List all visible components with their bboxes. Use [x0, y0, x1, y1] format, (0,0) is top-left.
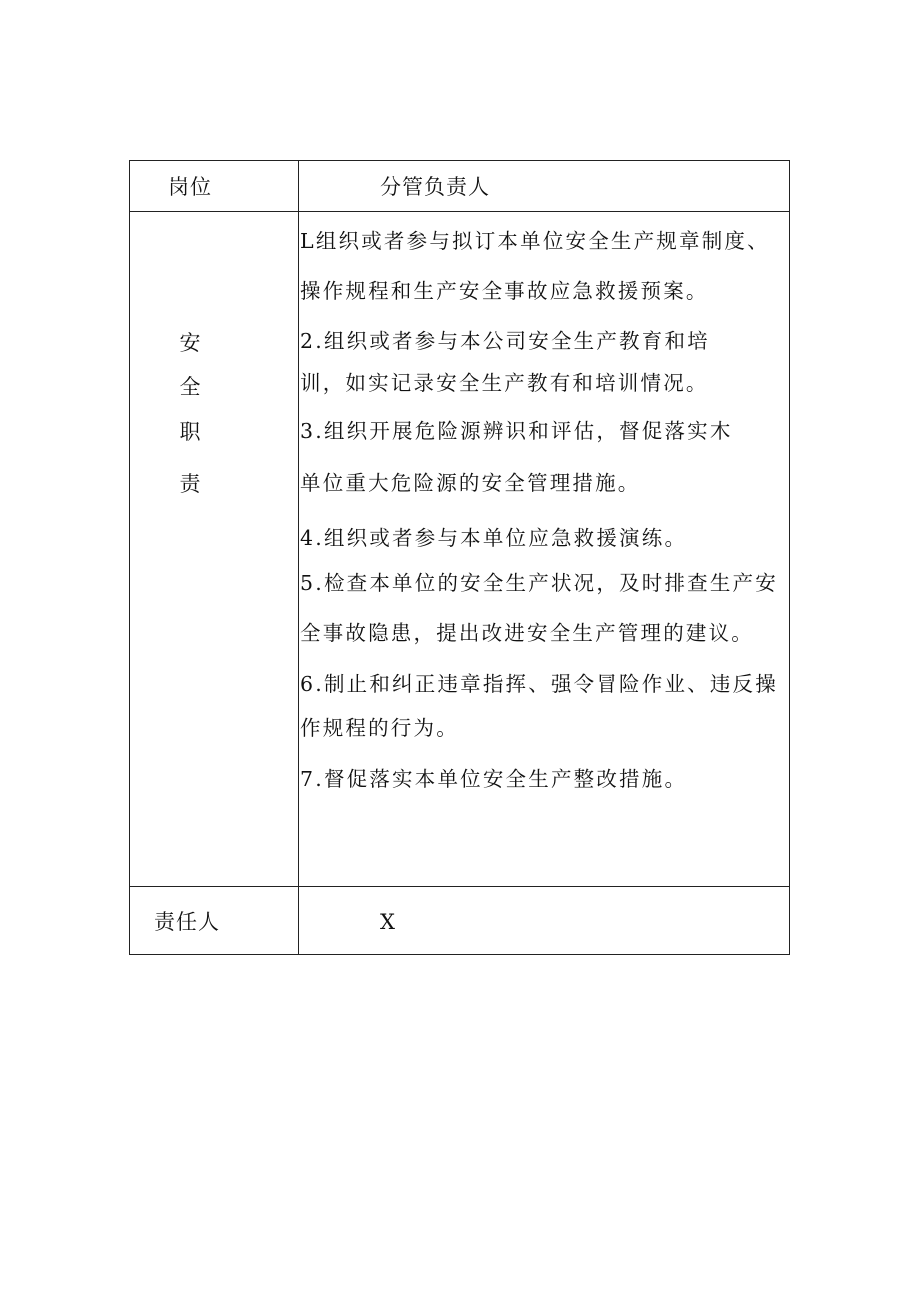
duty-line: 3.组织开展危险源辨识和评估，督促落实木 [300, 419, 733, 443]
responsible-person-label: 责任人 [154, 910, 220, 934]
duty-line: 全事故隐患，提出改进安全生产管理的建议。 [300, 621, 754, 645]
responsible-person-value: X [380, 910, 396, 934]
safety-duties-label-char: 责 [179, 472, 201, 496]
duty-line: L组织或者参与拟订本单位安全生产规章制度、 [300, 229, 770, 253]
duty-table [129, 160, 790, 955]
duty-line: 4.组织或者参与本单位应急救援演练。 [300, 526, 688, 550]
safety-duties-label-char: 安 [179, 331, 201, 355]
duties-list [299, 212, 789, 886]
duty-line: 作规程的行为。 [300, 716, 459, 740]
duty-line: 2.组织或者参与本公司安全生产教育和培 [300, 329, 710, 353]
duty-line: 5.检查本单位的安全生产状况，及时排查生产安 [300, 571, 778, 595]
duty-line: 单位重大危险源的安全管理措施。 [300, 471, 641, 495]
post-value: 分管负责人 [380, 175, 490, 199]
post-label: 岗位 [168, 175, 212, 199]
safety-duties-label-char: 全 [179, 375, 201, 399]
duty-line: 6.制止和纠正违章指挥、强令冒险作业、违反操 [300, 672, 778, 696]
duty-line: 操作规程和生产安全事故应急救援预案。 [300, 279, 709, 303]
duty-line: 7.督促落实本单位安全生产整改措施。 [300, 767, 688, 791]
row-divider-footer [130, 886, 789, 887]
safety-duties-label-char: 职 [179, 420, 201, 444]
duty-line: 训，如实记录安全生产教有和培训情况。 [300, 371, 709, 395]
